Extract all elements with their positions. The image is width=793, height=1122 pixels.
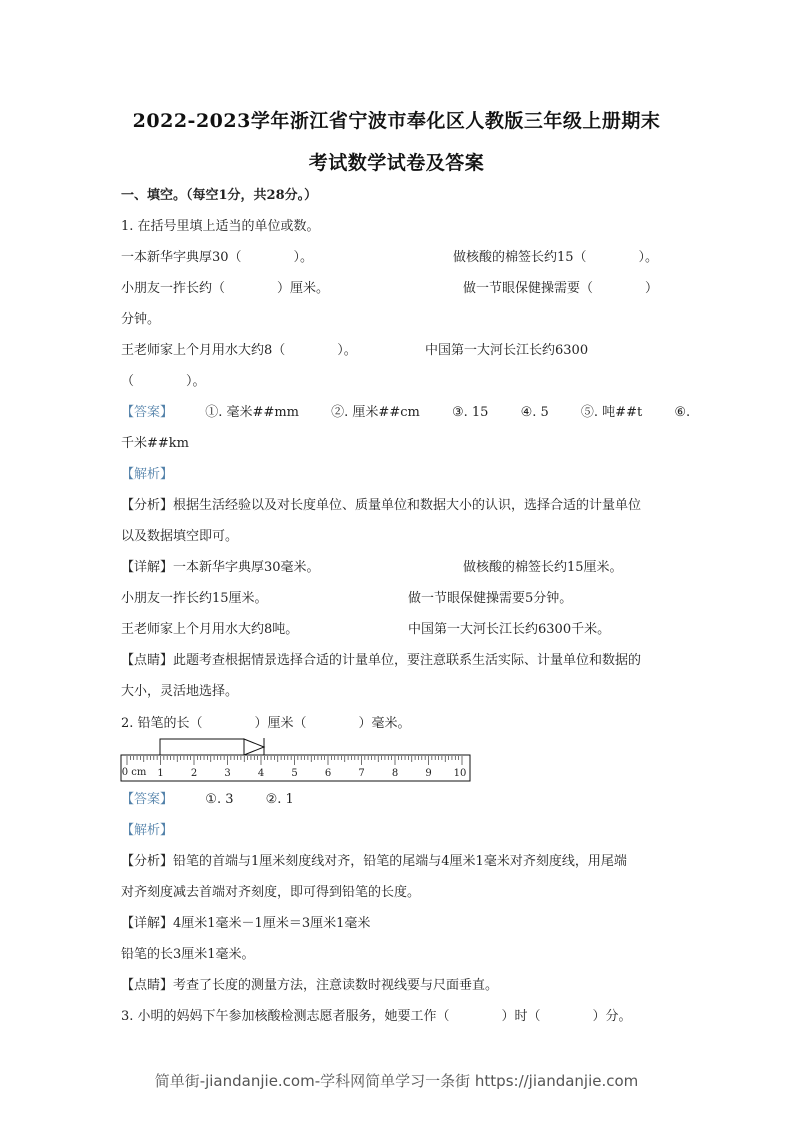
answer-item: ②. 厘米##cm: [331, 405, 420, 420]
q1-item-2-left: 小朋友一拃长约（ ）厘米。: [121, 281, 330, 296]
footer-watermark: 简单街-jiandanjie.com-学科网简单学习一条街 https://jiandanjie.com: [154, 1072, 639, 1090]
svg-text:1: 1: [157, 768, 164, 779]
svg-text:3: 3: [224, 768, 231, 779]
svg-text:7: 7: [358, 768, 365, 779]
answer-item: ④. 5: [520, 405, 549, 420]
answer-label: 【答案】: [121, 405, 174, 420]
q2-xiangjie-line2: 铅笔的长3厘米1毫米。: [121, 947, 255, 962]
dianjing-text: 考查了长度的测量方法，注意读数时视线要与尺面垂直。: [173, 978, 499, 993]
document-title-line1: 2022-2023学年浙江省宁波市奉化区人教版三年级上册期末: [132, 110, 661, 132]
q1-xiangjie-1-left: [121, 560, 320, 576]
q1-item-1-left: 一本新华字典厚30（ ）。: [121, 250, 314, 265]
svg-text:2: 2: [190, 768, 198, 779]
xiangjie-text: 4厘米1毫米－1厘米＝3厘米1毫米: [173, 916, 371, 931]
q2-dianjing-line1: [121, 978, 498, 994]
q1-fenxi-line1: [121, 498, 641, 514]
q1-dianjing-line1: [121, 653, 641, 669]
answer-item: ①. 3: [205, 792, 234, 807]
answer-item: ①. 毫米##mm: [205, 405, 300, 420]
q2-answer-row: [121, 792, 322, 808]
q2-fenxi-line1: [121, 854, 627, 870]
pencil-tip: [244, 739, 264, 755]
q1-item-3-left: 分钟。: [121, 312, 161, 327]
xiangjie-label: 【详解】: [121, 560, 174, 575]
answer-item: ②. 1: [265, 792, 294, 807]
q1-item-2-right: 做一节眼保健操需要（ ）: [463, 281, 659, 296]
pencil-body: [160, 739, 244, 755]
fenxi-label: 【分析】: [121, 498, 174, 513]
q2-fenxi-line2: 对齐刻度减去首端对齐刻度，即可得到铅笔的长度。: [121, 885, 421, 900]
q1-xiangjie-3-left: 王老师家上个月用水大约8吨。: [121, 622, 299, 637]
analysis-label: 【解析】: [121, 823, 174, 838]
q1-dianjing-line2: 大小，灵活地选择。: [121, 684, 239, 699]
ruler-figure: [120, 738, 472, 784]
ruler-with-pencil-diagram: [120, 738, 472, 784]
q1-xiangjie-2-left: 小朋友一拃长约15厘米。: [121, 591, 268, 606]
answer-item: ⑤. 吨##t: [580, 405, 643, 420]
q1-answer-wrap: 千米##km: [121, 436, 189, 451]
answer-item: ③. 15: [451, 405, 489, 420]
section-heading: 一、填空。（每空1分，共28分。）: [121, 188, 318, 203]
dianjing-label: 【点睛】: [121, 653, 174, 668]
dianjing-label: 【点睛】: [121, 978, 174, 993]
q3-stem: 3. 小明的妈妈下午参加核酸检测志愿者服务，她要工作（ ）时（ ）分。: [121, 1009, 632, 1024]
q1-xiangjie-2-right: 做一节眼保健操需要5分钟。: [408, 591, 573, 606]
svg-text:6: 6: [324, 768, 332, 779]
q1-answer-row: [121, 405, 690, 421]
q2-xiangjie-line1: [121, 916, 370, 932]
ruler-unit-label: 0 cm: [121, 767, 147, 778]
document-title-line2: 考试数学试卷及答案: [308, 152, 485, 174]
svg-text:8: 8: [391, 768, 399, 779]
q1-xiangjie-1-right: 做核酸的棉签长约15厘米。: [463, 560, 623, 575]
svg-text:9: 9: [425, 768, 432, 779]
q2-stem: 2. 铅笔的长（ ）厘米（ ）毫米。: [121, 716, 411, 731]
xiangjie-label: 【详解】: [121, 916, 174, 931]
fenxi-label: 【分析】: [121, 854, 174, 869]
q1-item-1-right: 做核酸的棉签长约15（ ）。: [453, 250, 659, 265]
xiangjie-text: 一本新华字典厚30毫米。: [173, 560, 320, 575]
q1-item-5-left: （ ）。: [121, 374, 206, 389]
answer-item: ⑥.: [674, 405, 691, 420]
fenxi-text: 铅笔的首端与1厘米刻度线对齐，铅笔的尾端与4厘米1毫米对齐刻度线，用尾端: [173, 854, 627, 869]
q1-item-4-left: 王老师家上个月用水大约8（ ）。: [121, 343, 357, 358]
q1-fenxi-line2: 以及数据填空即可。: [121, 529, 239, 544]
svg-text:5: 5: [291, 768, 298, 779]
svg-text:10: 10: [453, 768, 467, 779]
svg-text:4: 4: [257, 768, 265, 779]
q1-xiangjie-3-right: 中国第一大河长江长约6300千米。: [408, 622, 611, 637]
analysis-label: 【解析】: [121, 467, 174, 482]
fenxi-text: 根据生活经验以及对长度单位、质量单位和数据大小的认识，选择合适的计量单位: [173, 498, 642, 513]
q1-item-4-right: 中国第一大河长江长约6300: [425, 343, 589, 358]
answer-label: 【答案】: [121, 792, 174, 807]
dianjing-text: 此题考查根据情景选择合适的计量单位，要注意联系生活实际、计量单位和数据的: [173, 653, 642, 668]
q1-stem: 1. 在括号里填上适当的单位或数。: [121, 219, 320, 234]
